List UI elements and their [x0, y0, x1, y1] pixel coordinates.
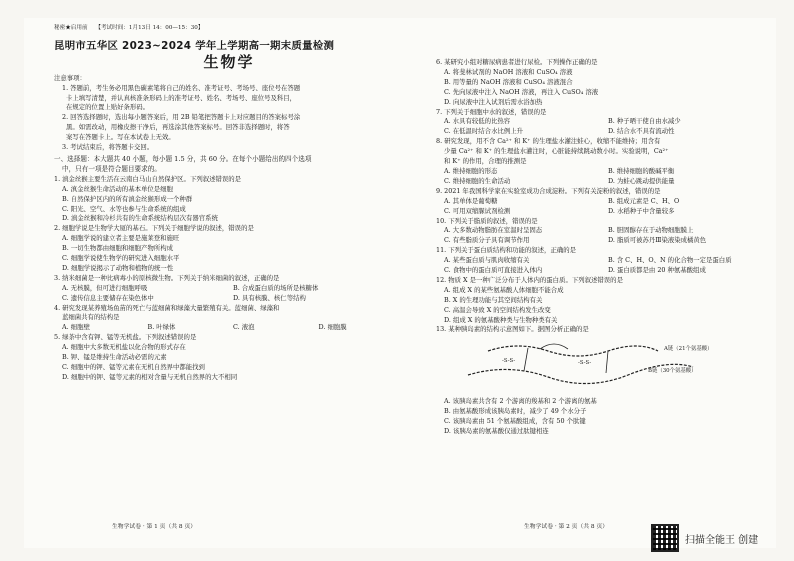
- question: [436, 246, 772, 276]
- note-line: 案写在答题卡上。写在本试卷上无效。: [66, 133, 175, 142]
- disulfide-label: -S-S-: [502, 358, 516, 365]
- question: [54, 274, 404, 304]
- option: C. 有些脂质分子具有调节作用: [444, 236, 530, 245]
- question: [436, 217, 772, 247]
- exam-sheet: [24, 18, 776, 548]
- option: B. 维持细胞的酸碱平衡: [608, 166, 675, 175]
- option: A. 组成 X 的某些氨基酸人体细胞不能合成: [444, 285, 564, 294]
- question-stem: 蓝细菌共有的结构是: [62, 313, 120, 322]
- option: D. 细胞中的钾、锰等元素的相对含量与无机自然界的大不相同: [62, 372, 238, 381]
- question-stem: 1. 滇金丝猴主要生活在云南白马山自然保护区。下列叙述错误的是: [54, 174, 242, 183]
- option: B. 一切生物都由细胞和细胞产物所构成: [62, 244, 174, 253]
- watermark-text: 扫描全能王 创建: [685, 534, 759, 546]
- option: A. 某些蛋白质与肌肉收缩有关: [444, 256, 530, 265]
- option: B. 自然保护区内的所有滇金丝猴形成一个种群: [62, 194, 193, 203]
- question-stem: 13. 某种胰岛素的结构示意图如下。据图分析正确的是: [436, 325, 589, 334]
- option: C. 遗传信息主要储存在染色体中: [62, 293, 154, 302]
- option-group: [436, 117, 772, 137]
- option: C. 阳光、空气、水等也参与生命系统的组成: [62, 204, 186, 213]
- question-stem: 12. 物质 X 是一种广泛分布于人体内的蛋白质。下列叙述错误的是: [436, 275, 623, 284]
- option: A. 其单体是葡萄糖: [444, 196, 498, 205]
- option: B. 含 C、H、O、N 的化合物一定是蛋白质: [608, 256, 732, 265]
- question-stem: 4. 研究发现某养殖场鱼苗的死亡与蓝细菌和绿藻大量繁殖有关。蓝细菌、绿藻和: [54, 303, 280, 312]
- question-stem: 8. 研究发现，用不含 Ca²⁺ 和 K⁺ 的生理盐水灌注蛙心，收缩不能维持；用含有: [436, 137, 661, 146]
- option: A. 维持细胞的形态: [444, 166, 498, 175]
- option: C. 在低温时结合水比例上升: [444, 127, 524, 136]
- option-group: [54, 323, 404, 333]
- footer-left: 生物学试卷 · 第 1 页（共 8 页）: [112, 524, 197, 530]
- option-group: [54, 343, 404, 383]
- question: [436, 108, 772, 138]
- question-stem: 2. 细胞学说是生物学大厦的基石。下列关于细胞学说的叙述，错误的是: [54, 224, 254, 233]
- right-column: [436, 58, 772, 437]
- question-stem: 9. 2021 年我国科学家在实验室成功合成淀粉。下列有关淀粉的叙述，错误的是: [436, 186, 661, 195]
- question-stem: 10. 下列关于脂质的叙述，错误的是: [436, 216, 538, 225]
- scanner-watermark: [651, 524, 758, 552]
- option-group: [436, 256, 772, 276]
- option: D. 向尿液中注入试剂后需水浴加热: [444, 97, 543, 106]
- option: C. 食物中的蛋白质可直接进入体内: [444, 266, 543, 275]
- option-group: [436, 167, 772, 187]
- option: A. 细胞壁: [62, 323, 90, 332]
- question: [436, 276, 772, 326]
- option: D. 具有核膜、核仁等结构: [233, 293, 306, 302]
- option-group: [54, 234, 404, 274]
- insulin-diagram: [458, 337, 772, 395]
- exam-title: 昆明市五华区 2023~2024 学年上学期高一期末质量检测: [54, 39, 335, 52]
- option: D. 蛋白质都是由 20 种氨基酸组成: [608, 266, 706, 275]
- section-intro-line2: 中，只有一项是符合题目要求的。: [62, 164, 161, 173]
- exam-header: [54, 24, 404, 34]
- question-stem: 少量 Ca²⁺ 和 K⁺ 的生理盐水灌注时，心脏能持续跳动数小时。实验说明，Ca²⁺: [444, 147, 669, 156]
- note-line: 2. 回答选择题时，选出每小题答案后，用 2B 铅笔把答题卡上对应题目的答案标号涂: [62, 113, 301, 122]
- secret-label: 秘密★启用前: [54, 25, 88, 31]
- exam-time: 【考试时间：1月13日 14：00—15：30】: [95, 25, 204, 31]
- left-question-list: [54, 175, 404, 383]
- option-group: [54, 284, 404, 304]
- option: C. 维持细胞的生命活动: [444, 176, 511, 185]
- option: B. 由氨基酸形成该胰岛素时，减少了 49 个水分子: [444, 407, 587, 416]
- section-intro-line1: 一、选择题：本大题共 40 小题，每小题 1.5 分，共 60 分。在每个小题给出的四个选项: [54, 154, 312, 163]
- option: C. 该胰岛素由 51 个氨基酸组成，含有 50 个肽键: [444, 417, 586, 426]
- option-group: [436, 286, 772, 326]
- option: A. 大多数动物脂肪在室温时呈固态: [444, 226, 543, 235]
- option: C. 高温会导致 X 的空间结构发生改变: [444, 305, 551, 314]
- right-question-list: [436, 58, 772, 437]
- option: B. 用等量的 NaOH 溶液和 CuSO₄ 溶液混合: [444, 77, 573, 86]
- note-line: 黑。如需改动，用橡皮擦干净后，再选涂其他答案标号。回答非选择题时，将答: [66, 123, 290, 132]
- option: C. 先向尿液中注入 NaOH 溶液，再注入 CuSO₄ 溶液: [444, 87, 599, 96]
- option: C. 细胞学说使生物学的研究进入细胞水平: [62, 254, 180, 263]
- option: D. 为蛙心跳动提供能量: [608, 176, 675, 185]
- option: A. 细胞学说的建立者主要是施莱登和施旺: [62, 234, 180, 243]
- option-group: [436, 226, 772, 246]
- option: D. 结合水不具有流动性: [608, 127, 675, 136]
- option: C. 可用双缩脲试剂检测: [444, 206, 511, 215]
- question: [54, 224, 404, 274]
- option: B. 合成蛋白质的场所是核糖体: [233, 283, 319, 292]
- question-stem: 7. 下列关于细胞中水的叙述，错误的是: [436, 107, 547, 116]
- note-line: 3. 考试结束后，将答题卡交回。: [62, 143, 154, 152]
- question-stem: 和 K⁺ 的作用，合理的推测是: [444, 157, 527, 166]
- option-group: [436, 197, 772, 217]
- option: A. 无核膜，但可进行细胞呼吸: [62, 283, 148, 292]
- option-group: [54, 185, 404, 225]
- option: C. 细胞中的钾、锰等元素在无机自然界中都能找到: [62, 363, 205, 371]
- option: B. 种子晒干使自由水减少: [608, 117, 681, 126]
- notes-heading: 注意事项：: [54, 73, 86, 82]
- option: C. 液泡: [233, 323, 255, 332]
- left-column: [54, 18, 404, 383]
- question: [54, 333, 404, 383]
- question-stem: 6. 某研究小组对糖尿病患者进行尿检。下列操作正确的是: [436, 58, 598, 66]
- question-stem: 3. 纳米细菌是一种比病毒小的原核微生物。下列关于纳米细菌的叙述，正确的是: [54, 273, 280, 282]
- option: D. 细胞膜: [318, 323, 347, 332]
- option: D. 滇金丝猴和冷杉共有的生命系统结构层次有器官系统: [62, 214, 218, 223]
- question: [54, 175, 404, 225]
- note-line: 卡上填写清楚，并认真核准条形码上的准考证号、姓名、考场号、座位号及科目，: [66, 93, 297, 102]
- option: D. 组成 X 的氨基酸种类与生物种类有关: [444, 315, 558, 324]
- option: A. 该胰岛素共含有 2 个游离的羧基和 2 个游离的氨基: [444, 397, 597, 406]
- note-line: 1. 答题前，考生务必用黑色碳素笔将自己的姓名、准考证号、考场号、座位号在答题: [62, 83, 301, 92]
- disulfide-label: -S-S-: [578, 360, 592, 367]
- option: A. 滇金丝猴生命活动的基本单位是细胞: [62, 184, 173, 193]
- note-line: 在规定的位置上贴好条形码。: [66, 103, 150, 112]
- qr-code-icon: [651, 524, 679, 552]
- option: D. 水稻种子中含量较多: [608, 206, 675, 215]
- footer-right: 生物学试卷 · 第 2 页（共 8 页）: [524, 524, 609, 530]
- question: [436, 58, 772, 108]
- option: D. 细胞学说揭示了动物和植物的统一性: [62, 263, 174, 272]
- option: B. 胆固醇存在于动物细胞膜上: [608, 226, 694, 235]
- option: A. 细胞中大多数无机盐以化合物的形式存在: [62, 343, 186, 352]
- b-chain-label: B链（30个氨基酸）: [648, 368, 697, 375]
- option: B. 组成元素是 C、H、O: [608, 196, 680, 205]
- option: B. 叶绿体: [147, 323, 176, 332]
- question: [436, 187, 772, 217]
- question: [436, 325, 772, 437]
- question-stem: 11. 下列关于蛋白质结构和功能的叙述，正确的是: [436, 246, 577, 255]
- question-stem: 5. 绿茶中含有钾、锰等无机盐。下列叙述错误的是: [54, 333, 197, 342]
- subject-title: 生物学: [203, 52, 255, 71]
- option: D. 脂质可被苏丹Ⅲ染液染成橘黄色: [608, 236, 707, 245]
- option: D. 该胰岛素的氨基酸仅通过肽键相连: [444, 427, 549, 436]
- option: A. 将斐林试剂的 NaOH 溶液和 CuSO₄ 溶液: [444, 67, 573, 76]
- option: A. 水具有较低的比热容: [444, 117, 511, 126]
- a-chain-label: A链（21个氨基酸）: [664, 346, 713, 353]
- option-group: [436, 397, 772, 437]
- question: [436, 137, 772, 187]
- option: B. X 的生理功能与其空间结构有关: [444, 295, 543, 304]
- option: B. 钾、锰是维持生命活动必需的元素: [62, 353, 167, 362]
- option-group: [436, 68, 772, 108]
- question: [54, 304, 404, 334]
- notes-block: [54, 84, 404, 153]
